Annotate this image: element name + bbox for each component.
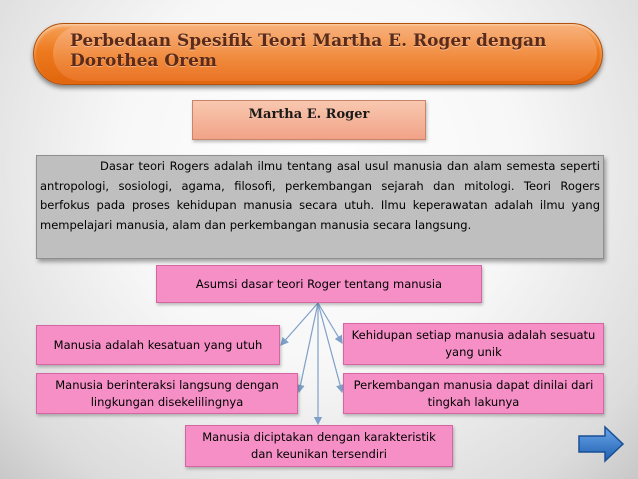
description-text: Dasar teori Rogers adalah ilmu tentang asal usul manusia dan alam semesta seperti antropologi, sosiologi, agama, filosofi, perkembangan sejarah dan mitologi. Teori Rogers berfokus pada proses kehidupan manusia secara utuh. Ilmu keperawatan adalah ilmu yang mempelajari manusia, alam dan perkembangan manusia secara langsung. [40,159,600,232]
assumption-box-development [343,373,604,414]
connector-to-b3 [299,303,318,392]
assumption-text-unique: Kehidupan setiap manusia adalah sesuatu yang unik [351,328,596,359]
assumption-text-created: Manusia diciptakan dengan karakteristik dan keunikan tersendiri [202,430,436,461]
slide-title-line-1: Perbedaan Spesifik Teori Martha E. Roger dengan [70,31,547,51]
assumption-box-unity [36,325,280,365]
assumption-box-interaction [36,373,298,414]
assumption-text-unity: Manusia adalah kesatuan yang utuh [53,337,263,352]
connector-to-b2 [318,303,342,343]
assumption-text-interaction: Manusia berinteraksi langsung dengan lingkungan disekelilingnya [55,377,279,409]
assumption-text-development: Perkembangan manusia dapat dinilai dari tingkah lakunya [353,377,594,409]
subtitle-text: Martha E. Roger [248,107,370,122]
connector-to-b4 [318,303,342,392]
assumption-box-created [185,425,453,467]
central-assumption-text: Asumsi dasar teori Roger tentang manusia [195,276,443,291]
right-arrow-icon[interactable] [577,424,625,464]
assumption-box-unique [343,323,604,365]
slide-title-line-2: Dorothea Orem [70,51,217,71]
connector-to-b1 [281,303,318,345]
central-assumption-box [156,265,482,303]
